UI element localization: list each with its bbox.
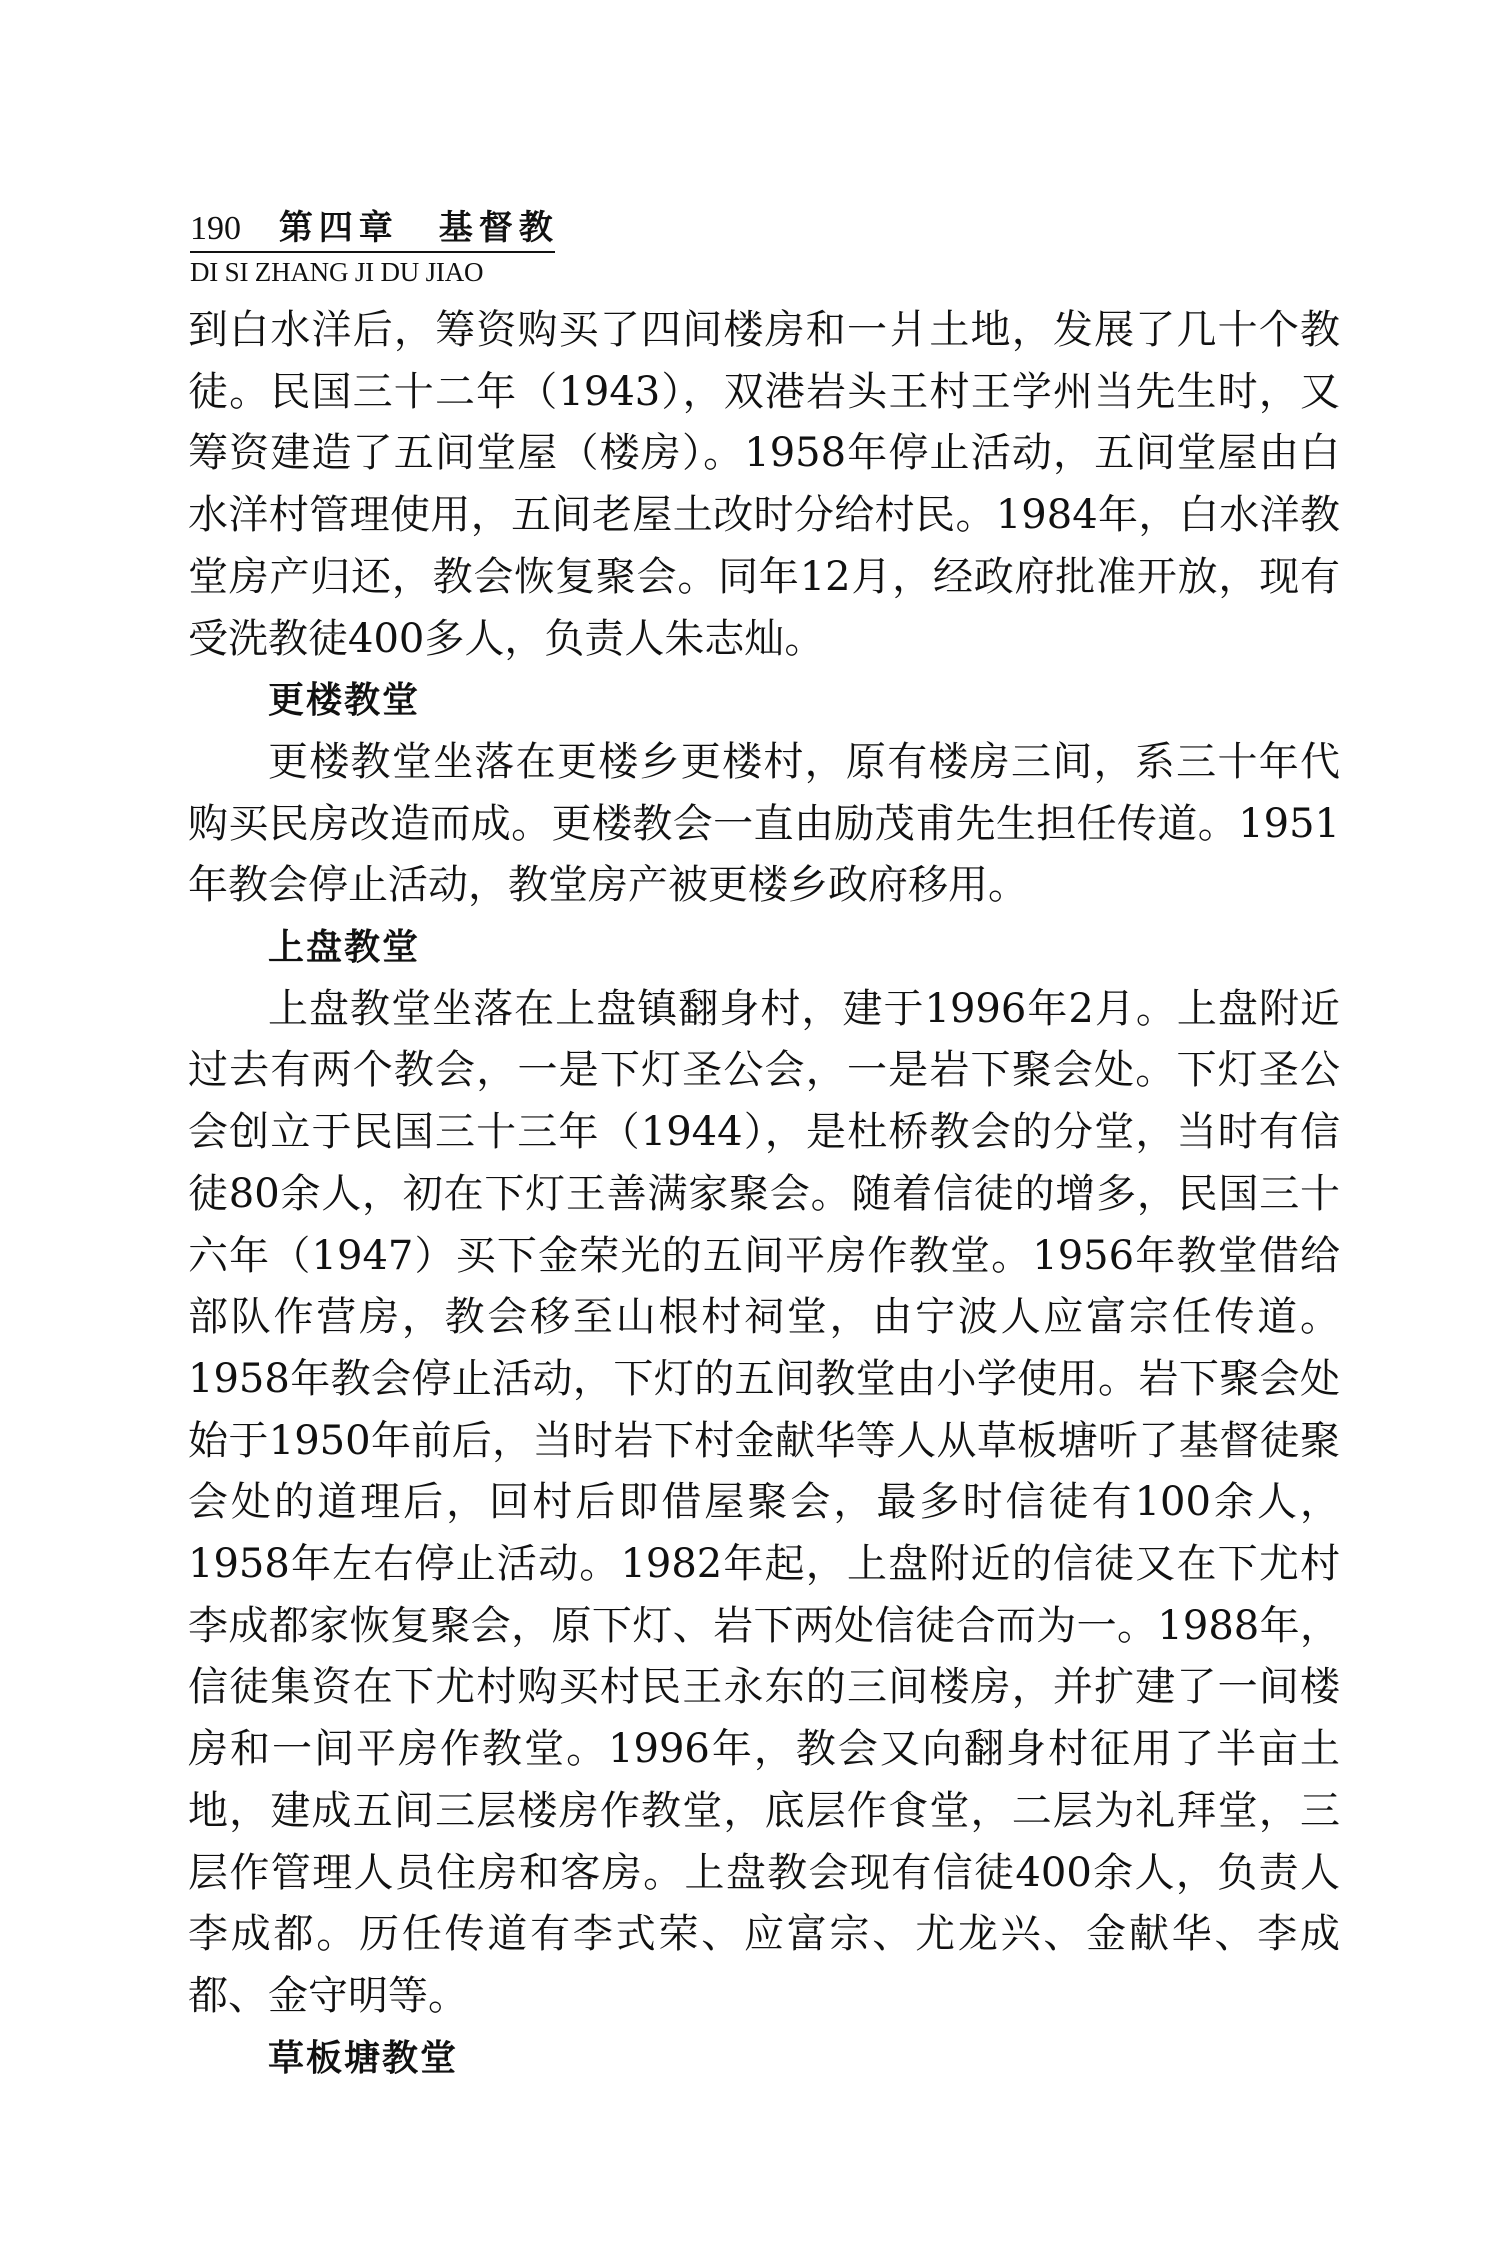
page-number: 190 bbox=[190, 210, 241, 247]
continued-paragraph: 到白水洋后，筹资购买了四间楼房和一爿土地，发展了几十个教徒。民国三十二年（1943），双港岩头王村王学州当先生时，又筹资建造了五间堂屋（楼房）。1958年停止活动，五间堂屋由白水洋村管理使用，五间老屋土改时分给村民。1984年，白水洋教堂房产归还，教会恢复聚会。同年12月，经政府批准开放，现有受洗教徒400多人，负责人朱志灿。 bbox=[188, 307, 1340, 662]
chapter-title: 第四章 基督教 bbox=[278, 208, 559, 248]
running-header bbox=[190, 205, 559, 287]
page-body bbox=[188, 300, 1340, 2089]
genglou-church-paragraph: 更楼教堂坐落在更楼乡更楼村，原有楼房三间，系三十年代购买民房改造而成。更楼教会一直由励茂甫先生担任传道。1951年教会停止活动，教堂房产被更楼乡政府移用。 bbox=[188, 738, 1340, 909]
shangpan-church-paragraph: 上盘教堂坐落在上盘镇翻身村，建于1996年2月。上盘附近过去有两个教会，一是下灯圣公会，一是岩下聚会处。下灯圣公会创立于民国三十三年（1944），是杜桥教会的分堂，当时有信徒80余人，初在下灯王善满家聚会。随着信徒的增多，民国三十六年（1947）买下金荣光的五间平房作教堂。1956年教堂借给部队作营房，教会移至山根村祠堂，由宁波人应富宗任传道。1958年教会停止活动，下灯的五间教堂由小学使用。岩下聚会处始于1950年前后，当时岩下村金献华等人从草板塘听了基督徒聚会处的道理后，回村后即借屋聚会，最多时信徒有100余人，1958年左右停止活动。1982年起，上盘附近的信徒又在下尤村李成都家恢复聚会，原下灯、岩下两处信徒合而为一。1988年，信徒集资在下尤村购买村民王永东的三间楼房，并扩建了一间楼房和一间平房作教堂。1996年，教会又向翻身村征用了半亩土地，建成五间三层楼房作教堂，底层作食堂，二层为礼拜堂，三层作管理人员住房和客房。上盘教会现有信徒400余人，负责人李成都。历任传道有李式荣、应富宗、尤龙兴、金献华、李成都、金守明等。 bbox=[188, 985, 1340, 2019]
header-title-line bbox=[190, 205, 559, 253]
section-heading-genglou-church: 更楼教堂 bbox=[268, 679, 421, 722]
section-heading-shangpan-church: 上盘教堂 bbox=[268, 926, 421, 969]
chapter-pinyin: DI SI ZHANG JI DU JIAO bbox=[190, 257, 484, 287]
section-heading-caobantang-church: 草板塘教堂 bbox=[268, 2036, 459, 2079]
